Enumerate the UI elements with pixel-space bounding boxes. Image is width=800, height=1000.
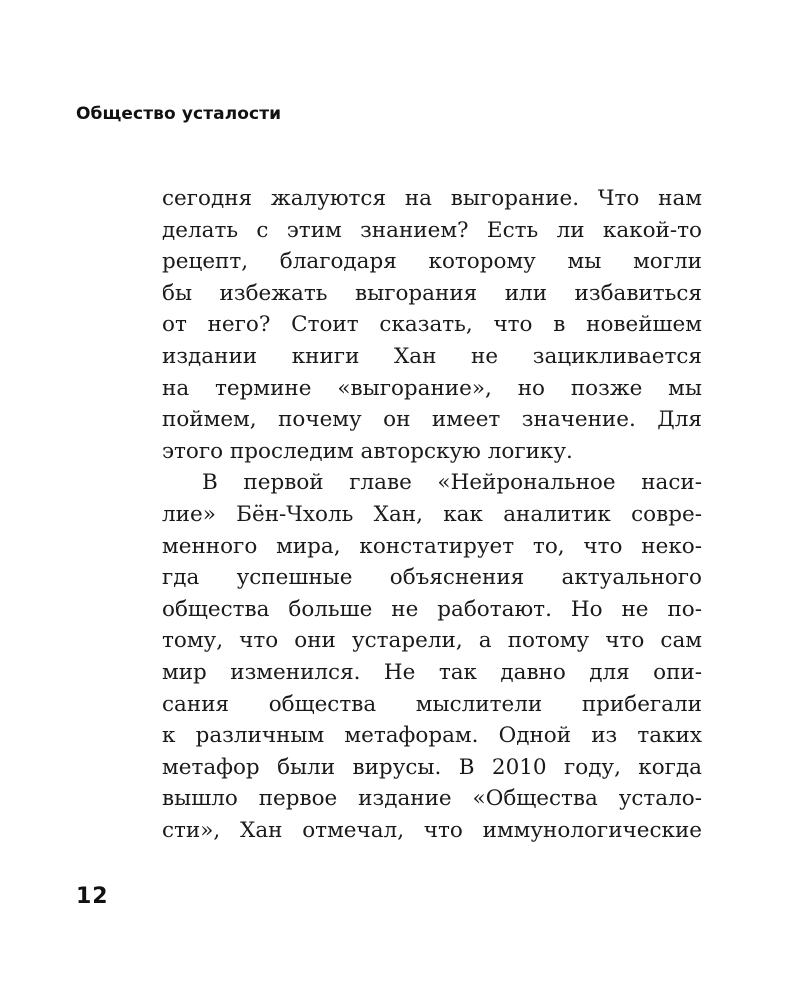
text-line: от него? Стоит сказать, что в новейшем — [162, 312, 702, 338]
text-line: тому, что они устарели, а потому что сам — [162, 628, 702, 654]
text-line: делать с этим знанием? Есть ли какой-то — [162, 217, 702, 243]
text-line: сания общества мыслители прибегали — [162, 691, 702, 717]
text-line: рецепт, благодаря которому мы могли — [162, 249, 702, 275]
text-line: мир изменился. Не так давно для опи- — [162, 659, 702, 685]
text-line: В первой главе «Нейрональное наси- — [202, 470, 702, 496]
text-line: сегодня жалуются на выгорание. Что нам — [162, 186, 702, 211]
text-line: менного мира, констатирует то, что неко- — [162, 533, 702, 559]
paragraph — [162, 467, 702, 846]
paragraph — [162, 183, 702, 467]
running-head: Общество усталости — [76, 104, 282, 124]
text-line: к различным метафорам. Одной из таких — [162, 723, 702, 749]
text-line: лие» Бён-Чхоль Хан, как аналитик совре- — [162, 501, 702, 527]
text-line: общества больше не работают. Но не по- — [162, 596, 702, 622]
text-line: этого проследим авторскую логику. — [162, 438, 573, 464]
text-line: бы избежать выгорания или избавиться — [162, 280, 702, 306]
text-line: вышло первое издание «Общества устало- — [162, 786, 702, 812]
text-line: метафор были вирусы. В 2010 году, когда — [162, 754, 702, 780]
text-line: на термине «выгорание», но позже мы — [162, 375, 702, 401]
text-line: поймем, почему он имеет значение. Для — [162, 407, 702, 433]
text-line: сти», Хан отмечал, что иммунологические — [162, 817, 702, 843]
page-number: 12 — [76, 884, 109, 909]
text-line: издании книги Хан не зацикливается — [162, 343, 702, 369]
text-line: гда успешные объяснения актуального — [162, 565, 702, 591]
body-text — [162, 183, 702, 846]
